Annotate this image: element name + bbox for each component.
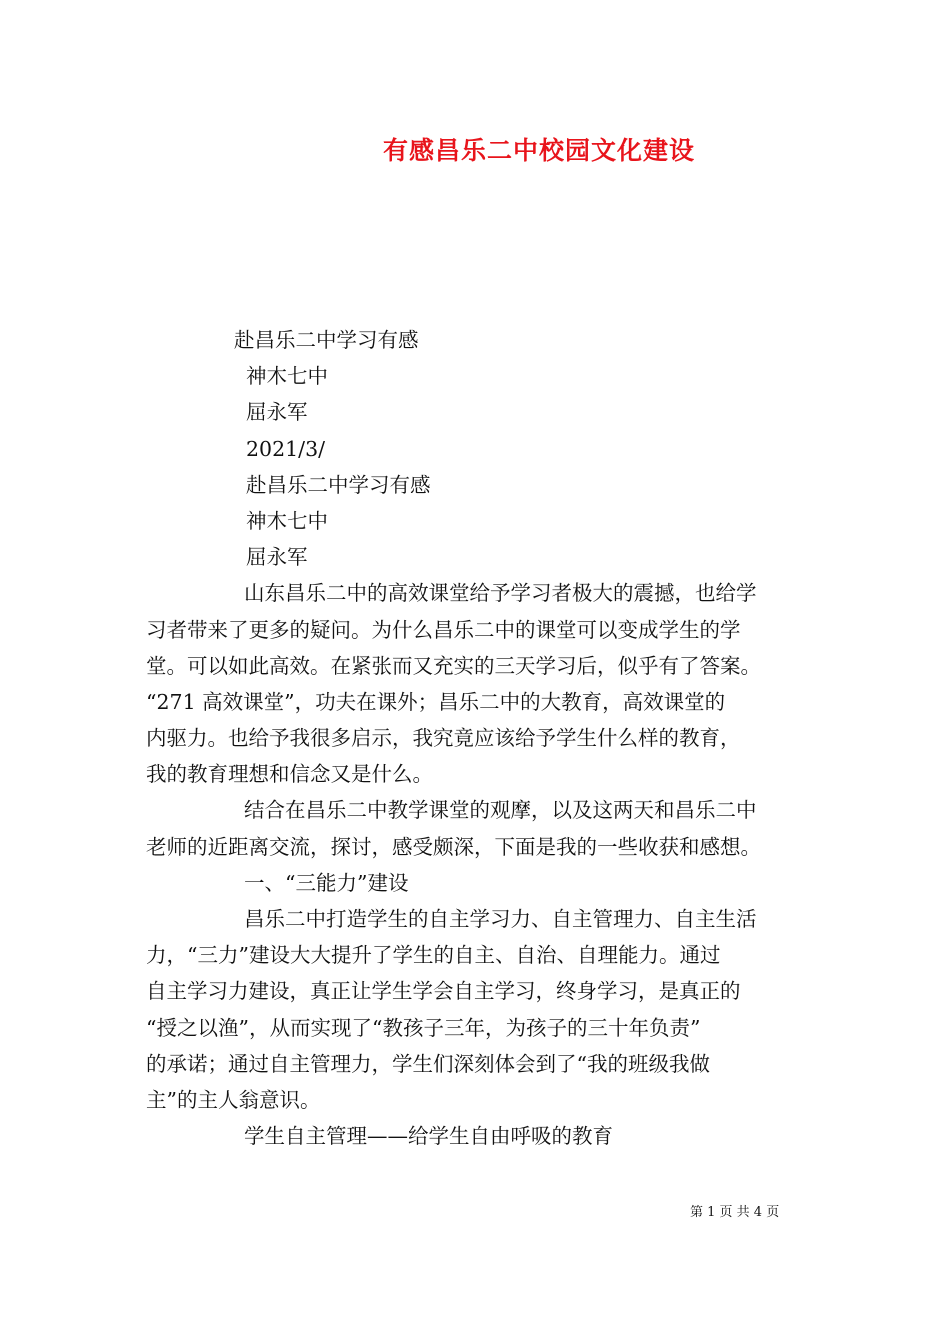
text-line: 神木七中 xyxy=(246,508,328,533)
text-line: 结合在昌乐二中教学课堂的观摩，以及这两天和昌乐二中 xyxy=(244,798,757,823)
subsection-heading: 学生自主管理——给学生自由呼吸的教育 xyxy=(244,1124,613,1149)
document-title: 有感昌乐二中校园文化建设 xyxy=(382,136,695,165)
text-line: 赴昌乐二中学习有感 xyxy=(234,328,419,352)
text-line: “271 高效课堂”，功夫在课外；昌乐二中的大教育，高效课堂的 xyxy=(146,689,726,714)
text-line: 山东昌乐二中的高效课堂给予学习者极大的震撼，也给学 xyxy=(244,581,757,606)
text-line: 2021/3/ xyxy=(246,436,326,461)
document-body xyxy=(146,322,810,1154)
text-line: 赴昌乐二中学习有感 xyxy=(246,472,431,497)
text-line: “授之以渔”，从而实现了“教孩子三年，为孩子的三十年负责” xyxy=(146,1015,701,1040)
text-line: 昌乐二中打造学生的自主学习力、自主管理力、自主生活 xyxy=(244,907,757,931)
text-line: 屈永军 xyxy=(246,400,308,425)
text-line: 我的教育理想和信念又是什么。 xyxy=(146,762,433,787)
text-line: 老师的近距离交流，探讨，感受颇深，下面是我的一些收获和感想。 xyxy=(146,834,761,859)
text-line: 屈永军 xyxy=(246,545,308,570)
text-line: 主”的主人翁意识。 xyxy=(146,1087,321,1112)
section-heading: 一、“三能力”建设 xyxy=(244,870,409,895)
text-line: 自主学习力建设，真正让学生学会自主学习，终身学习，是真正的 xyxy=(146,979,741,1004)
page-footer: 第 1 页 共 4 页 xyxy=(690,1205,780,1220)
text-line: 习者带来了更多的疑问。为什么昌乐二中的课堂可以变成学生的学 xyxy=(146,617,741,642)
text-line: 神木七中 xyxy=(246,364,328,389)
text-line: 的承诺；通过自主管理力，学生们深刻体会到了“我的班级我做 xyxy=(146,1051,710,1076)
text-line: 堂。可以如此高效。在紧张而又充实的三天学习后，似乎有了答案。 xyxy=(146,653,761,678)
text-line: 内驱力。也给予我很多启示，我究竟应该给予学生什么样的教育， xyxy=(146,726,741,751)
text-line: 力，“三力”建设大大提升了学生的自主、自治、自理能力。通过 xyxy=(146,943,721,968)
